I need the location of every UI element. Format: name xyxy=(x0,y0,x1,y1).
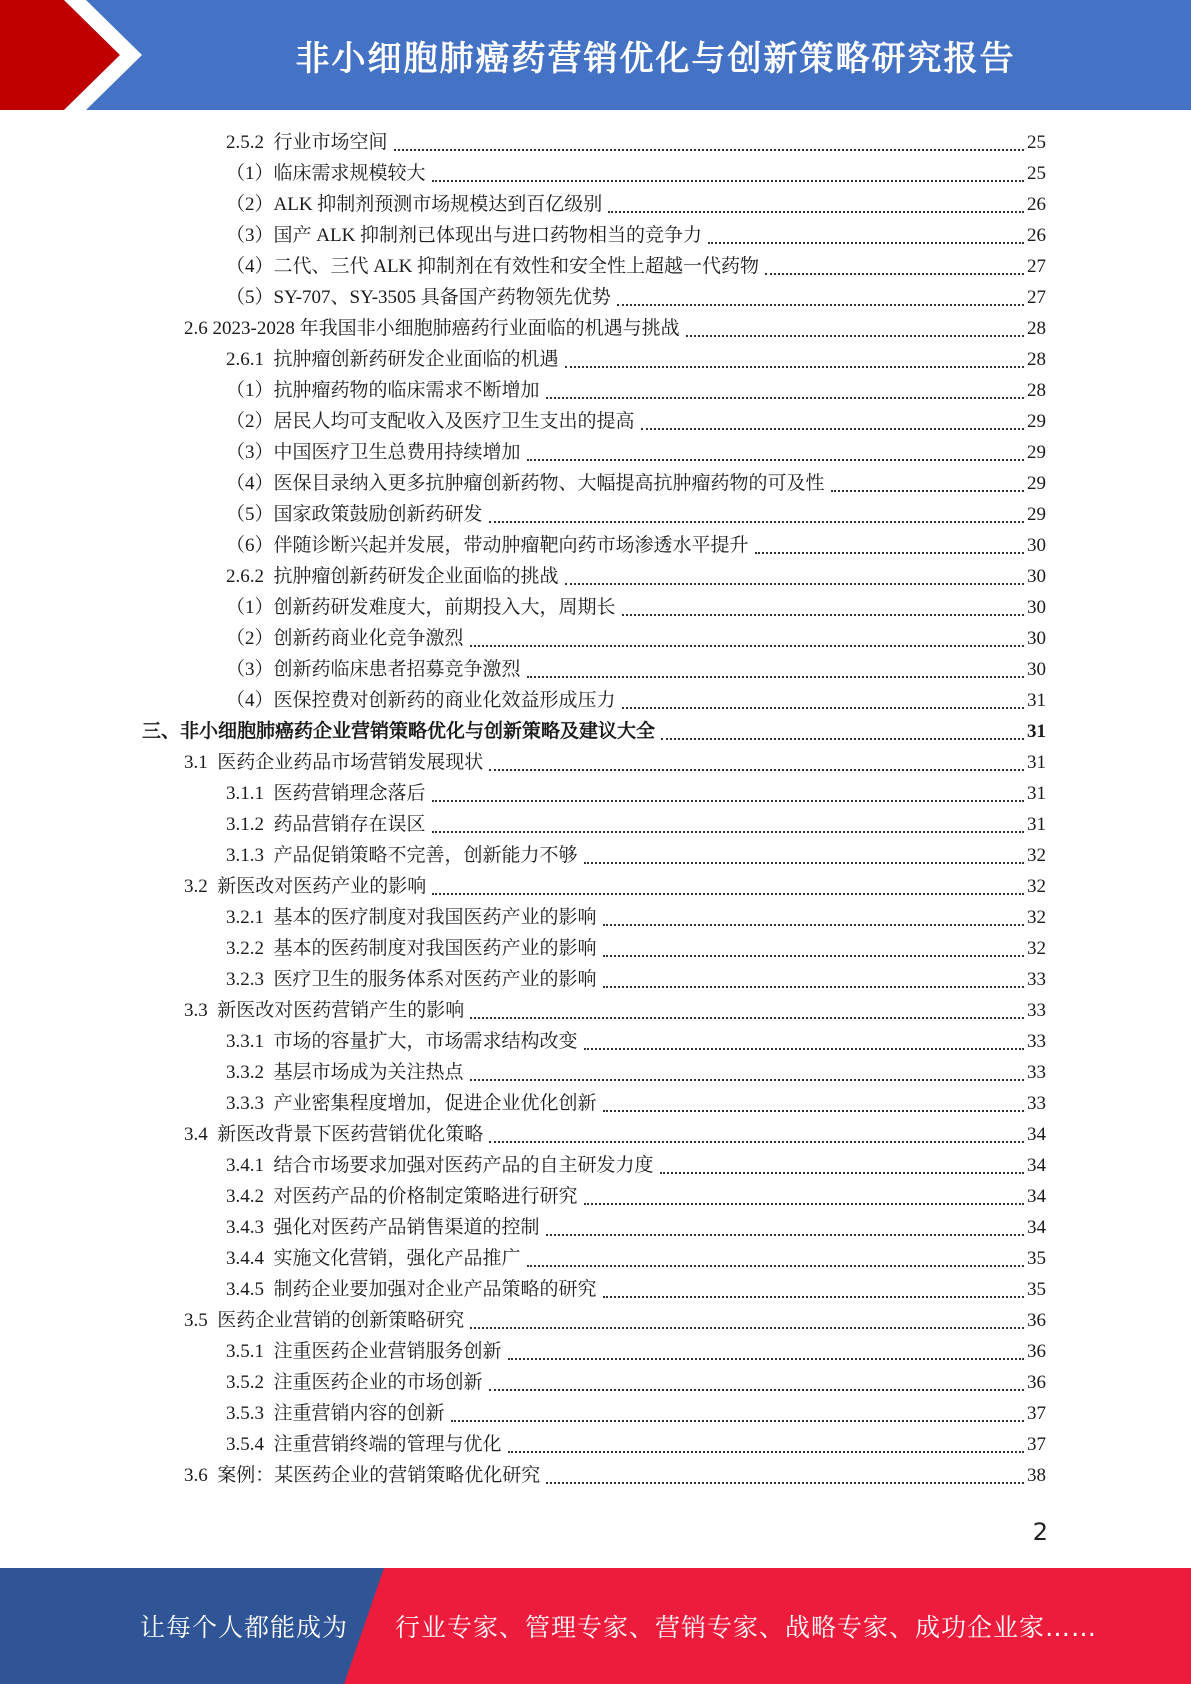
toc-entry-title: （3）创新药临床患者招募竞争激烈 xyxy=(226,659,521,680)
toc-entry-page: 37 xyxy=(1027,1403,1046,1424)
toc-entry[interactable] xyxy=(0,995,1191,1026)
toc-entry[interactable] xyxy=(0,561,1191,592)
toc-entry-number: 3.4.5 xyxy=(226,1279,274,1300)
toc-entry[interactable] xyxy=(0,747,1191,778)
toc-entry[interactable] xyxy=(0,809,1191,840)
toc-entry[interactable] xyxy=(0,344,1191,375)
toc-leader-dots xyxy=(603,923,1024,926)
toc-entry-title: 抗肿瘤创新药研发企业面临的挑战 xyxy=(273,566,559,587)
toc-leader-dots xyxy=(432,179,1024,182)
toc-entry[interactable] xyxy=(0,189,1191,220)
toc-entry-page: 30 xyxy=(1027,566,1046,587)
toc-leader-dots xyxy=(603,1109,1024,1112)
toc-entry-title: 强化对医药产品销售渠道的控制 xyxy=(273,1217,540,1238)
toc-entry-title: 产业密集程度增加，促进企业优化创新 xyxy=(273,1093,597,1114)
toc-entry-number: 2.6.2 xyxy=(226,566,274,587)
toc-entry[interactable] xyxy=(0,251,1191,282)
toc-entry-title: 新医改对医药产业的影响 xyxy=(217,876,427,897)
toc-entry[interactable] xyxy=(0,127,1191,158)
toc-entry-number: 3.6 xyxy=(184,1465,218,1486)
toc-leader-dots xyxy=(470,1016,1024,1019)
toc-entry[interactable] xyxy=(0,1243,1191,1274)
toc-entry-page: 31 xyxy=(1027,814,1046,835)
toc-leader-dots xyxy=(527,675,1024,678)
toc-entry-page: 28 xyxy=(1027,318,1046,339)
toc-entry-title: （6）伴随诊断兴起并发展，带动肿瘤靶向药市场渗透水平提升 xyxy=(226,535,749,556)
toc-entry-number: 3.3 xyxy=(184,1000,218,1021)
toc-entry-title: 2023-2028 年我国非小细胞肺癌药行业面临的机遇与挑战 xyxy=(212,318,680,339)
toc-entry-page: 30 xyxy=(1027,628,1046,649)
toc-entry-page: 36 xyxy=(1027,1372,1046,1393)
toc-entry-title: 基本的医疗制度对我国医药产业的影响 xyxy=(273,907,597,928)
toc-entry-number: 3.4.3 xyxy=(226,1217,274,1238)
header-band xyxy=(0,0,1191,110)
toc-entry-number: 2.5.2 xyxy=(226,132,274,153)
toc-leader-dots xyxy=(661,737,1024,740)
toc-leader-dots xyxy=(603,985,1024,988)
toc-entry-page: 34 xyxy=(1027,1186,1046,1207)
toc-leader-dots xyxy=(708,241,1024,244)
toc-entry[interactable] xyxy=(0,1057,1191,1088)
toc-entry[interactable] xyxy=(0,375,1191,406)
toc-entry-page: 33 xyxy=(1027,969,1046,990)
toc-leader-dots xyxy=(451,1419,1024,1422)
toc-entry[interactable] xyxy=(0,1429,1191,1460)
toc-leader-dots xyxy=(755,551,1024,554)
toc-entry-page: 33 xyxy=(1027,1000,1046,1021)
toc-entry[interactable] xyxy=(0,1212,1191,1243)
toc-entry[interactable] xyxy=(0,592,1191,623)
toc-entry-title: 基层市场成为关注热点 xyxy=(273,1062,464,1083)
toc-entry[interactable] xyxy=(0,1119,1191,1150)
toc-leader-dots xyxy=(603,1295,1024,1298)
toc-entry[interactable] xyxy=(0,158,1191,189)
toc-entry-page: 33 xyxy=(1027,1031,1046,1052)
toc-entry-number: 3.1.3 xyxy=(226,845,274,866)
toc-entry-title: 市场的容量扩大，市场需求结构改变 xyxy=(273,1031,578,1052)
toc-entry-title: 行业市场空间 xyxy=(273,132,388,153)
toc-leader-dots xyxy=(765,272,1024,275)
toc-entry-title: （4）医保目录纳入更多抗肿瘤创新药物、大幅提高抗肿瘤药物的可及性 xyxy=(226,473,825,494)
toc-entry[interactable] xyxy=(0,1305,1191,1336)
toc-entry-page: 36 xyxy=(1027,1310,1046,1331)
toc-entry-number: 3.2 xyxy=(184,876,218,897)
toc-leader-dots xyxy=(470,1326,1024,1329)
toc-entry-title: 案例：某医药企业的营销策略优化研究 xyxy=(217,1465,541,1486)
toc-leader-dots xyxy=(546,1233,1024,1236)
toc-chapter-entry[interactable] xyxy=(0,716,1191,747)
toc-entry-title: 医药营销理念落后 xyxy=(273,783,426,804)
toc-entry-page: 35 xyxy=(1027,1279,1046,1300)
toc-entry-page: 31 xyxy=(1027,752,1046,773)
toc-entry-title: （1）创新药研发难度大，前期投入大，周期长 xyxy=(226,597,616,618)
toc-leader-dots xyxy=(470,1078,1024,1081)
toc-entry-title: 新医改背景下医药营销优化策略 xyxy=(217,1124,484,1145)
toc-entry-page: 29 xyxy=(1027,411,1046,432)
toc-entry-page: 33 xyxy=(1027,1062,1046,1083)
toc-leader-dots xyxy=(608,210,1024,213)
toc-entry-title: （2）ALK 抑制剂预测市场规模达到百亿级别 xyxy=(226,194,603,215)
toc-entry-title: 产品促销策略不完善，创新能力不够 xyxy=(273,845,578,866)
toc-entry[interactable] xyxy=(0,1088,1191,1119)
toc-entry-page: 34 xyxy=(1027,1217,1046,1238)
toc-entry-page: 29 xyxy=(1027,473,1046,494)
toc-entry-page: 29 xyxy=(1027,504,1046,525)
toc-entry[interactable] xyxy=(0,1336,1191,1367)
footer-slogan-lead: 让每个人都能成为 xyxy=(140,1613,349,1642)
toc-entry-page: 25 xyxy=(1027,132,1046,153)
toc-entry-title: 注重医药企业营销服务创新 xyxy=(273,1341,502,1362)
toc-entry-number: 3.1.2 xyxy=(226,814,274,835)
toc-leader-dots xyxy=(508,1357,1024,1360)
toc-entry-number: 3.3.2 xyxy=(226,1062,274,1083)
toc-entry-title: 对医药产品的价格制定策略进行研究 xyxy=(273,1186,578,1207)
toc-entry[interactable] xyxy=(0,840,1191,871)
toc-entry-title: 抗肿瘤创新药研发企业面临的机遇 xyxy=(273,349,559,370)
header-arrow-decoration xyxy=(0,0,160,110)
toc-entry-title: （5）国家政策鼓励创新药研发 xyxy=(226,504,483,525)
toc-entry[interactable] xyxy=(0,1181,1191,1212)
toc-leader-dots xyxy=(622,613,1024,616)
toc-entry-number: 3.4 xyxy=(184,1124,218,1145)
toc-entry-page: 31 xyxy=(1027,690,1046,711)
toc-entry-title: （4）医保控费对创新药的商业化效益形成压力 xyxy=(226,690,616,711)
toc-entry-number: 3.5.4 xyxy=(226,1434,274,1455)
toc-leader-dots xyxy=(489,1140,1024,1143)
toc-entry[interactable] xyxy=(0,499,1191,530)
toc-entry-title: （1）抗肿瘤药物的临床需求不断增加 xyxy=(226,380,540,401)
toc-entry[interactable] xyxy=(0,933,1191,964)
toc-entry[interactable] xyxy=(0,282,1191,313)
toc-entry-number: 3.3.1 xyxy=(226,1031,274,1052)
toc-leader-dots xyxy=(432,830,1024,833)
toc-entry-title: 结合市场要求加强对医药产品的自主研发力度 xyxy=(273,1155,654,1176)
toc-entry-page: 26 xyxy=(1027,194,1046,215)
toc-entry[interactable] xyxy=(0,1274,1191,1305)
toc-entry-page: 34 xyxy=(1027,1155,1046,1176)
toc-leader-dots xyxy=(603,954,1024,957)
toc-entry-title: （3）中国医疗卫生总费用持续增加 xyxy=(226,442,521,463)
toc-entry-page: 33 xyxy=(1027,1093,1046,1114)
toc-entry[interactable] xyxy=(0,468,1191,499)
toc-entry-page: 27 xyxy=(1027,256,1046,277)
toc-entry[interactable] xyxy=(0,1026,1191,1057)
toc-leader-dots xyxy=(546,1481,1024,1484)
toc-entry-title: 实施文化营销，强化产品推广 xyxy=(273,1248,521,1269)
toc-entry-page: 34 xyxy=(1027,1124,1046,1145)
toc-entry-title: （4）二代、三代 ALK 抑制剂在有效性和安全性上超越一代药物 xyxy=(226,256,760,277)
toc-entry[interactable] xyxy=(0,220,1191,251)
toc-entry-page: 36 xyxy=(1027,1341,1046,1362)
toc-leader-dots xyxy=(584,1202,1024,1205)
toc-entry[interactable] xyxy=(0,437,1191,468)
toc-entry-title: 制药企业要加强对企业产品策略的研究 xyxy=(273,1279,597,1300)
toc-entry-number: 3.5 xyxy=(184,1310,218,1331)
toc-entry-title: 新医改对医药营销产生的影响 xyxy=(217,1000,465,1021)
toc-entry-number: 3.2.1 xyxy=(226,907,274,928)
toc-leader-dots xyxy=(622,706,1024,709)
toc-entry-number: 3.3.3 xyxy=(226,1093,274,1114)
toc-entry[interactable] xyxy=(0,871,1191,902)
page-number: 2 xyxy=(1032,1518,1048,1546)
toc-entry-page: 31 xyxy=(1027,783,1046,804)
toc-entry-page: 28 xyxy=(1027,349,1046,370)
toc-entry-number: 3.4.2 xyxy=(226,1186,274,1207)
toc-entry-title: （2）创新药商业化竞争激烈 xyxy=(226,628,464,649)
toc-entry-page: 28 xyxy=(1027,380,1046,401)
toc-entry[interactable] xyxy=(0,1150,1191,1181)
toc-entry-page: 38 xyxy=(1027,1465,1046,1486)
toc-leader-dots xyxy=(527,458,1024,461)
toc-leader-dots xyxy=(565,365,1024,368)
toc-leader-dots xyxy=(686,334,1024,337)
toc-leader-dots xyxy=(617,303,1024,306)
toc-entry[interactable] xyxy=(0,1460,1191,1491)
toc-leader-dots xyxy=(584,1047,1024,1050)
toc-entry-page: 32 xyxy=(1027,876,1046,897)
toc-leader-dots xyxy=(432,892,1024,895)
toc-entry[interactable] xyxy=(0,654,1191,685)
toc-entry-number: 2.6 xyxy=(184,318,213,339)
toc-entry[interactable] xyxy=(0,623,1191,654)
toc-entry-title: 医药企业药品市场营销发展现状 xyxy=(217,752,484,773)
toc-leader-dots xyxy=(489,1388,1024,1391)
toc-leader-dots xyxy=(508,1450,1024,1453)
toc-entry-number: 3.4.1 xyxy=(226,1155,274,1176)
toc-entry-number: 3.5.1 xyxy=(226,1341,274,1362)
toc-entry[interactable] xyxy=(0,685,1191,716)
toc-entry-page: 31 xyxy=(1027,721,1046,742)
toc-entry-number: 3.2.3 xyxy=(226,969,274,990)
toc-entry[interactable] xyxy=(0,530,1191,561)
toc-entry-page: 27 xyxy=(1027,287,1046,308)
toc-entry[interactable] xyxy=(0,902,1191,933)
toc-entry-page: 37 xyxy=(1027,1434,1046,1455)
toc-entry-page: 35 xyxy=(1027,1248,1046,1269)
toc-entry-page: 30 xyxy=(1027,535,1046,556)
toc-leader-dots xyxy=(546,396,1024,399)
toc-entry[interactable] xyxy=(0,1398,1191,1429)
toc-entry-number: 3.1 xyxy=(184,752,218,773)
toc-leader-dots xyxy=(660,1171,1024,1174)
toc-entry[interactable] xyxy=(0,406,1191,437)
toc-entry-title: （3）国产 ALK 抑制剂已体现出与进口药物相当的竞争力 xyxy=(226,225,703,246)
toc-entry-page: 32 xyxy=(1027,907,1046,928)
toc-entry-title: 医疗卫生的服务体系对医药产业的影响 xyxy=(273,969,597,990)
toc-entry-title: 医药企业营销的创新策略研究 xyxy=(217,1310,465,1331)
toc-entry[interactable] xyxy=(0,1367,1191,1398)
toc-leader-dots xyxy=(565,582,1024,585)
toc-leader-dots xyxy=(432,799,1024,802)
toc-entry-title: 基本的医药制度对我国医药产业的影响 xyxy=(273,938,597,959)
toc-entry-number: 3.5.3 xyxy=(226,1403,274,1424)
toc-entry-number: 3.2.2 xyxy=(226,938,274,959)
toc-entry-page: 32 xyxy=(1027,845,1046,866)
toc-entry-title: 注重营销内容的创新 xyxy=(273,1403,445,1424)
toc-entry-number: 2.6.1 xyxy=(226,349,274,370)
toc-entry-title: 三、非小细胞肺癌药企业营销策略优化与创新策略及建议大全 xyxy=(142,721,656,742)
toc-leader-dots xyxy=(584,861,1024,864)
toc-leader-dots xyxy=(641,427,1024,430)
toc-entry[interactable] xyxy=(0,778,1191,809)
footer-slogan-roles: 行业专家、管理专家、营销专家、战略专家、成功企业家…… xyxy=(395,1613,1098,1642)
toc-entry-page: 29 xyxy=(1027,442,1046,463)
toc-entry-title: 药品营销存在误区 xyxy=(273,814,426,835)
toc-entry-page: 25 xyxy=(1027,163,1046,184)
toc-entry-number: 3.1.1 xyxy=(226,783,274,804)
toc-leader-dots xyxy=(470,644,1024,647)
toc-entry[interactable] xyxy=(0,964,1191,995)
toc-entry-number: 3.4.4 xyxy=(226,1248,274,1269)
toc-leader-dots xyxy=(394,148,1024,151)
toc-entry-title: （1）临床需求规模较大 xyxy=(226,163,426,184)
document-title: 非小细胞肺癌药营销优化与创新策略研究报告 xyxy=(295,38,1016,79)
toc-entry-title: 注重营销终端的管理与优化 xyxy=(273,1434,502,1455)
toc-entry[interactable] xyxy=(0,313,1191,344)
toc-entry-title: （5）SY-707、SY-3505 具备国产药物领先优势 xyxy=(226,287,611,308)
toc-entry-page: 26 xyxy=(1027,225,1046,246)
toc-leader-dots xyxy=(831,489,1024,492)
toc-entry-title: （2）居民人均可支配收入及医疗卫生支出的提高 xyxy=(226,411,635,432)
toc-entry-title: 注重医药企业的市场创新 xyxy=(273,1372,483,1393)
toc-leader-dots xyxy=(527,1264,1024,1267)
toc-entry-number: 3.5.2 xyxy=(226,1372,274,1393)
toc-leader-dots xyxy=(489,520,1024,523)
toc-entry-page: 30 xyxy=(1027,659,1046,680)
footer-band xyxy=(0,1568,1191,1684)
toc-entry-page: 30 xyxy=(1027,597,1046,618)
toc-entry-page: 32 xyxy=(1027,938,1046,959)
toc-leader-dots xyxy=(489,768,1024,771)
